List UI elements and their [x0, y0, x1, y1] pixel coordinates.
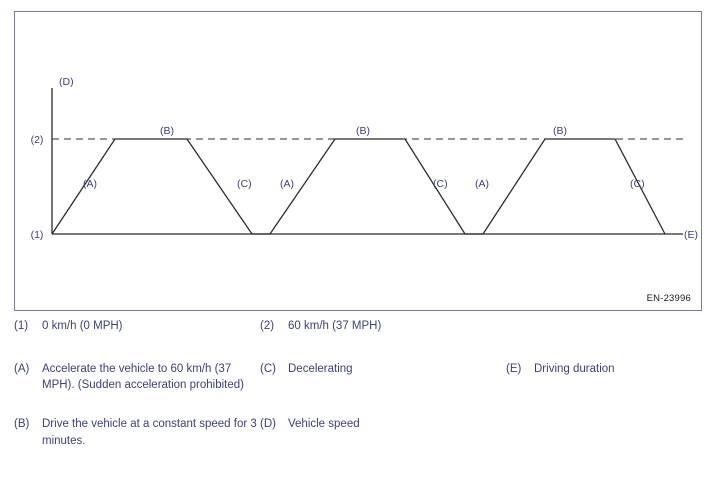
legend-item-c [260, 361, 506, 394]
label-decelerate-1: (C) [237, 178, 252, 190]
legend-row-bd [14, 416, 704, 449]
label-vehicle-speed: (D) [59, 76, 74, 88]
label-y-0kmh: (1) [30, 229, 44, 241]
legend-item-d [260, 416, 506, 449]
legend-text-b: Drive the vehicle at a constant speed for 3 minutes. [42, 418, 257, 447]
legend-tag-c: (C) [260, 362, 276, 375]
legend-text-a: Accelerate the vehicle to 60 km/h (37 MPH). (Sudden acceleration prohibited) [42, 362, 244, 392]
label-decelerate-2: (C) [433, 178, 448, 190]
legend-tag-1: (1) [14, 320, 29, 332]
legend-spacer-1 [506, 318, 702, 335]
speed-profile-chart [15, 12, 701, 310]
legend-tag-e: (E) [506, 362, 522, 375]
legend-spacer-2 [506, 416, 702, 449]
speed-trace [52, 139, 665, 234]
legend-tag-d: (D) [260, 418, 276, 431]
legend-item-1 [14, 318, 260, 335]
legend-text-e: Driving duration [534, 362, 615, 375]
label-decelerate-3: (C) [630, 178, 645, 190]
figure-panel [14, 11, 702, 311]
label-constant-1: (B) [160, 125, 174, 137]
legend-tag-a: (A) [14, 362, 30, 375]
legend-text-1: 0 km/h (0 MPH) [42, 320, 123, 332]
label-constant-3: (B) [553, 125, 567, 137]
legend-item-e [506, 361, 702, 394]
label-constant-2: (B) [356, 125, 370, 137]
label-accelerate-2: (A) [280, 178, 294, 190]
label-accelerate-1: (A) [83, 178, 97, 190]
label-driving-duration: (E) [684, 229, 698, 241]
legend-text-2: 60 km/h (37 MPH) [288, 320, 382, 332]
legend-item-b [14, 416, 260, 449]
legend-tag-2: (2) [260, 320, 275, 332]
legend-item-a [14, 361, 260, 394]
legend-row-ace [14, 361, 704, 394]
legend-tag-b: (B) [14, 418, 30, 431]
legend-text-d: Vehicle speed [288, 418, 360, 431]
legend-item-2 [260, 318, 506, 335]
legend-row-numbers [14, 318, 704, 335]
label-accelerate-3: (A) [475, 178, 489, 190]
figure-code: EN-23996 [646, 293, 691, 304]
legend-text-c: Decelerating [288, 362, 353, 375]
label-y-60kmh: (2) [30, 134, 44, 146]
legend-block [14, 318, 704, 453]
